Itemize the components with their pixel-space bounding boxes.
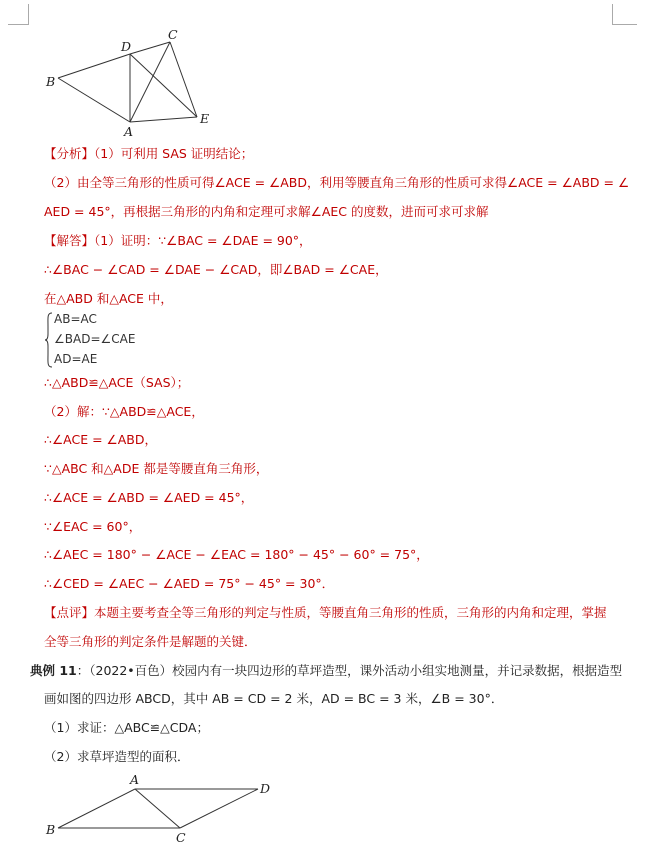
segment-BD (58, 54, 130, 78)
label-B: B (46, 822, 56, 837)
system-row-2: ∠BAD=∠CAE (54, 332, 136, 346)
question-1: （1）求证：△ABC≌△CDA； (44, 720, 209, 735)
solution-line-7: ∵△ABC 和△ADE 都是等腰直角三角形， (44, 461, 269, 476)
label-A: A (130, 772, 140, 787)
label-D: D (260, 781, 271, 796)
page-corner-mark (8, 4, 29, 25)
solution-line-11: ∴∠CED = ∠AEC − ∠AED = 75° − 45° = 30°． (44, 576, 335, 591)
solution-line-4: ∴△ABD≌△ACE（SAS）； (44, 375, 190, 390)
label-A: A (124, 124, 134, 139)
segment-CA (130, 42, 170, 122)
question-2: （2）求草坪造型的面积． (44, 749, 190, 764)
solution-line-9: ∵∠EAC = 60°， (44, 519, 142, 534)
label-C: C (168, 27, 178, 42)
example-line-2: 画如图的四边形 ABCD，其中 AB = CD = 2 米，AD = BC = 3 米，∠B = 30°． (44, 691, 504, 706)
segment-BA (58, 78, 130, 122)
segment-CE (170, 42, 197, 117)
segment-BA (58, 789, 135, 828)
figure-quadrilateral (30, 770, 280, 848)
example-line-1 (30, 662, 622, 680)
segment-AC (135, 789, 180, 828)
segment-DC (130, 42, 170, 54)
label-B: B (46, 74, 56, 89)
solution-line-5: （2）解：∵△ABD≌△ACE， (44, 404, 204, 419)
system-row-1: AB=AC (54, 312, 97, 326)
label-C: C (176, 830, 186, 845)
solution-line-1: 【解答】（1）证明：∵∠BAC = ∠DAE = 90°， (44, 233, 312, 248)
comment-line-2: 全等三角形的判定条件是解题的关键． (44, 634, 257, 649)
page-corner-mark (612, 4, 637, 25)
solution-line-8: ∴∠ACE = ∠ABD = ∠AED = 45°， (44, 490, 254, 505)
example-tag: 典例 11 (30, 663, 77, 678)
comment-line-1: 【点评】本题主要考查全等三角形的判定与性质，等腰直角三角形的性质，三角形的内角和定理，掌握 (44, 605, 607, 620)
solution-line-10: ∴∠AEC = 180° − ∠ACE − ∠EAC = 180° − 45° − 60° = 75°， (44, 547, 429, 562)
segment-AE (130, 117, 197, 122)
analysis-line-2: （2）由全等三角形的性质可得∠ACE = ∠ABD，利用等腰直角三角形的性质可求得∠ACE = ∠ABD = ∠ (44, 175, 630, 190)
label-D: D (121, 39, 132, 54)
label-E: E (200, 111, 210, 126)
analysis-line-3: AED = 45°，再根据三角形的内角和定理可求解∠AEC 的度数，进而可求可求解 (44, 204, 489, 219)
example-text-1: ：（2022•百色）校园内有一块四边形的草坪造型，课外活动小组实地测量，并记录数据，根据造型 (76, 663, 623, 678)
system-row-3: AD=AE (54, 352, 98, 366)
solution-line-6: ∴∠ACE = ∠ABD， (44, 432, 157, 447)
figure-triangles (30, 20, 230, 140)
solution-line-3: 在△ABD 和△ACE 中， (44, 291, 173, 306)
solution-line-2: ∴∠BAC − ∠CAD = ∠DAE − ∠CAD，即∠BAD = ∠CAE， (44, 262, 388, 277)
brace-icon (44, 312, 54, 368)
segment-DE (130, 54, 197, 117)
analysis-line-1: 【分析】（1）可利用 SAS 证明结论； (44, 146, 254, 161)
segment-CD (180, 789, 258, 828)
